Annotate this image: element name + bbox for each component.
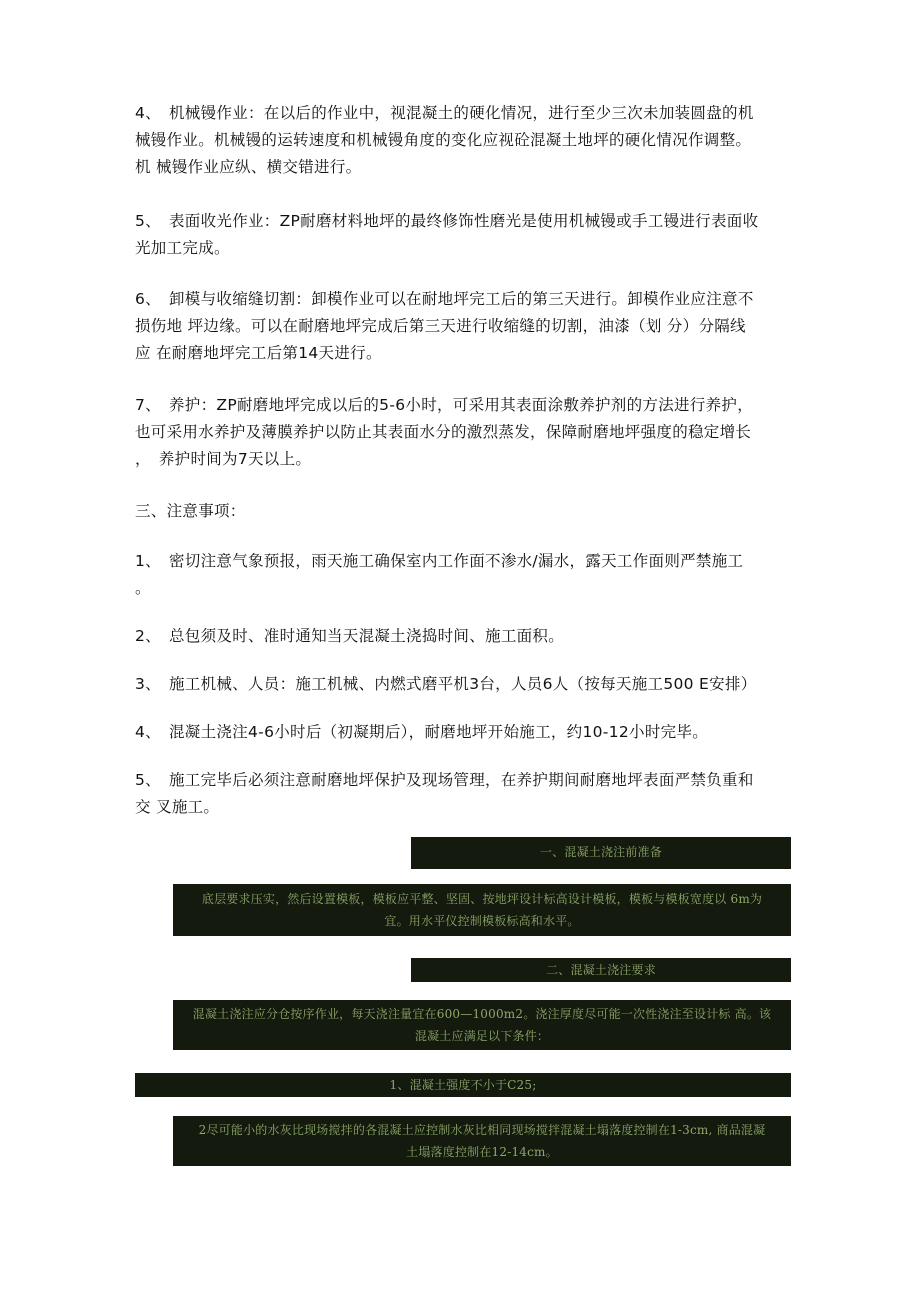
- box-text: 二、混凝土浇注要求: [546, 963, 656, 977]
- box-condition-1-strength: [135, 1073, 791, 1097]
- paragraph-note-4-timing: [135, 719, 795, 746]
- text-line: 光加工完成。: [135, 239, 230, 257]
- text-line: 7、 养护：ZP耐磨地坪完成以后的5-6小时，可采用其表面涂敷养护剂的方法进行养护，: [135, 396, 753, 414]
- text-line: 4、 混凝土浇注4-6小时后（初凝期后），耐磨地坪开始施工，约10-12小时完毕。: [135, 723, 709, 741]
- paragraph-note-5-protection: [135, 767, 795, 821]
- box-text: 一、混凝土浇注前准备: [539, 845, 662, 859]
- paragraph-note-1-weather: [135, 548, 795, 602]
- box-heading-pre-pour-preparation: [411, 837, 791, 869]
- text-line: 损伤地 坪边缘。可以在耐磨地坪完成后第三天进行收缩缝的切割，油漆（划 分）分隔线: [135, 317, 746, 335]
- text-line: 2、 总包须及时、准时通知当天混凝土浇捣时间、施工面积。: [135, 627, 565, 645]
- text-line: 也可采用水养护及薄膜养护以防止其表面水分的激烈蒸发，保障耐磨地坪强度的稳定增长: [135, 423, 752, 441]
- paragraph-step-7-curing: [135, 392, 795, 473]
- box-text: 2尽可能小的水灰比现场搅拌的各混凝土应控制水灰比相同现场搅拌混凝土塌落度控制在1-3cm, 商品混凝: [198, 1123, 766, 1137]
- paragraph-note-3-machinery-personnel: [135, 671, 795, 698]
- paragraph-step-5-surface-finishing: [135, 208, 795, 262]
- text-line: 5、 表面收光作业：ZP耐磨材料地坪的最终修饰性磨光是使用机械镘或手工镘进行表面收: [135, 212, 759, 230]
- paragraph-step-6-demolding-joint-cutting: [135, 286, 795, 367]
- text-line: 。: [135, 579, 151, 597]
- heading-text: 三、注意事项：: [135, 502, 246, 520]
- text-line: 6、 卸模与收缩缝切割：卸模作业可以在耐地坪完工后的第三天进行。卸模作业应注意不: [135, 290, 754, 308]
- box-text: 混凝土浇注应分仓按序作业，每天浇注量宜在600—1000m2。浇注厚度尽可能一次性浇注至设计标 高。该: [192, 1007, 772, 1021]
- box-text: 底层要求压实，然后设置模板，模板应平整、坚固、按地坪设计标高设计模板，模板与模板宽度以 6m为: [201, 892, 763, 906]
- section-heading-notes: [135, 498, 795, 525]
- text-line: ， 养护时间为7天以上。: [135, 450, 312, 468]
- text-line: 1、 密切注意气象预报，雨天施工确保室内工作面不渗水/漏水，露天工作面则严禁施工: [135, 552, 744, 570]
- text-line: 4、 机械镘作业：在以后的作业中，视混凝土的硬化情况，进行至少三次未加装圆盘的机: [135, 104, 754, 122]
- box-heading-pour-requirements: [411, 958, 791, 982]
- paragraph-note-2-notification: [135, 623, 795, 650]
- text-line: 交 叉施工。: [135, 798, 220, 816]
- box-text: 混凝土应满足以下条件：: [414, 1029, 550, 1043]
- box-pour-requirements-details: [173, 1000, 791, 1050]
- box-condition-2-water-cement-ratio: [173, 1116, 791, 1166]
- box-text: 1、混凝土强度不小于C25;: [389, 1078, 537, 1092]
- text-line: 3、 施工机械、人员：施工机械、内燃式磨平机3台，人员6人（按每天施工500 E安排）: [135, 675, 757, 693]
- box-text: 宜。用水平仪控制模板标高和水平。: [384, 914, 580, 928]
- text-line: 械镘作业。机械镘的运转速度和机械镘角度的变化应视砼混凝土地坪的硬化情况作调整。: [135, 131, 752, 149]
- box-preparation-details: [173, 884, 791, 936]
- paragraph-step-4-machine-troweling: [135, 100, 795, 181]
- box-text: 土塌落度控制在12-14cm。: [406, 1145, 558, 1159]
- text-line: 5、 施工完毕后必须注意耐磨地坪保护及现场管理，在养护期间耐磨地坪表面严禁负重和: [135, 771, 754, 789]
- text-line: 应 在耐磨地坪完工后第14天进行。: [135, 344, 382, 362]
- text-line: 机 械镘作业应纵、横交错进行。: [135, 158, 362, 176]
